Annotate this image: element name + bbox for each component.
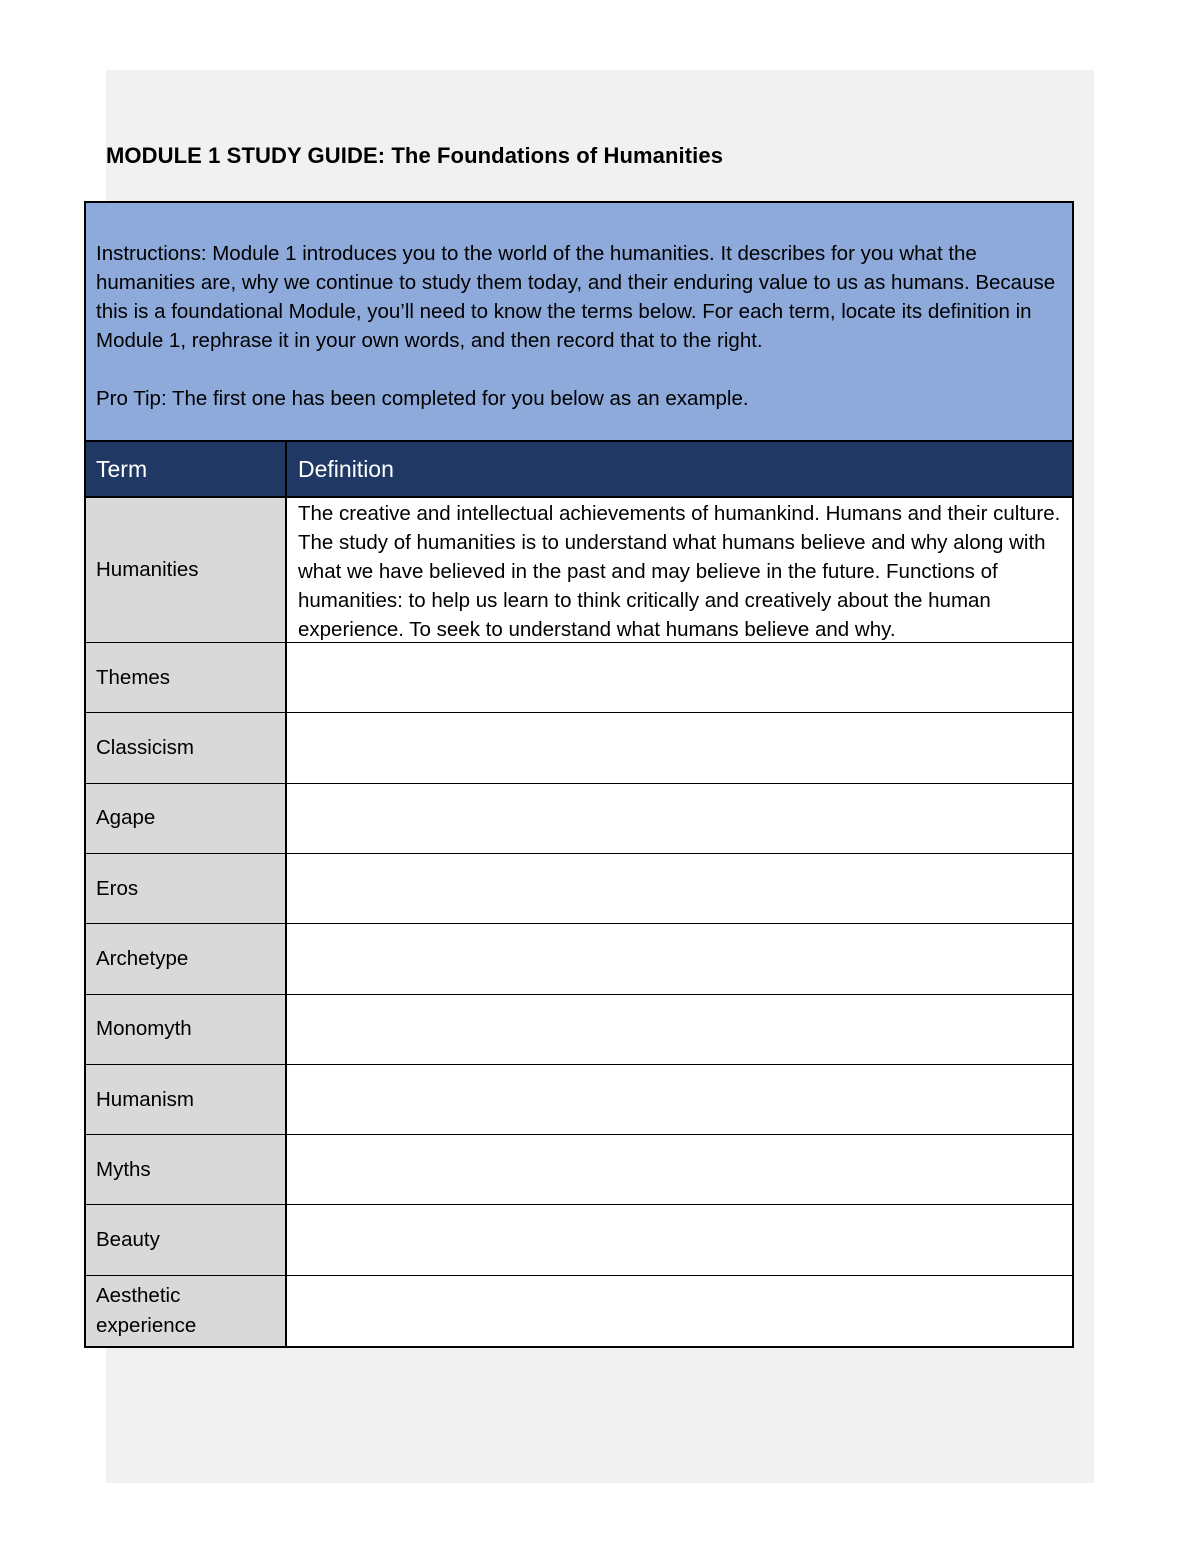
definition-cell[interactable]	[287, 1205, 1072, 1274]
table-row	[86, 854, 1072, 924]
term-cell: Humanities	[86, 498, 287, 642]
table-row	[86, 713, 1072, 783]
table-row	[86, 1205, 1072, 1275]
definition-column-header: Definition	[298, 456, 394, 483]
term-cell: Eros	[86, 854, 287, 923]
table-header-row	[86, 442, 1072, 498]
term-cell: Aesthetic experience	[86, 1276, 287, 1346]
table-row	[86, 1065, 1072, 1135]
definition-cell[interactable]	[287, 924, 1072, 993]
pro-tip-text: Pro Tip: The first one has been completed for you below as an example.	[96, 387, 749, 410]
term-cell: Humanism	[86, 1065, 287, 1134]
term-column-header: Term	[86, 442, 287, 496]
definition-cell[interactable]	[287, 643, 1072, 712]
table-row	[86, 498, 1072, 643]
definition-cell[interactable]	[287, 854, 1072, 923]
table-row	[86, 1135, 1072, 1205]
term-cell: Archetype	[86, 924, 287, 993]
term-cell: Beauty	[86, 1205, 287, 1274]
definition-cell[interactable]	[287, 1276, 1072, 1346]
term-cell: Monomyth	[86, 995, 287, 1064]
definition-cell[interactable]	[287, 713, 1072, 782]
instructions-panel	[86, 203, 1072, 442]
definition-cell[interactable]	[287, 1065, 1072, 1134]
table-row	[86, 924, 1072, 994]
term-cell: Classicism	[86, 713, 287, 782]
page-title: MODULE 1 STUDY GUIDE: The Foundations of Humanities	[106, 143, 724, 168]
definition-cell[interactable]	[287, 784, 1072, 853]
study-guide-table	[84, 201, 1074, 1348]
table-row	[86, 643, 1072, 713]
definition-cell[interactable]	[287, 995, 1072, 1064]
instructions-text: Instructions: Module 1 introduces you to the world of the humanities. It describes for you what the humanities are, why we continue to study them today, and their enduring value to us as humans. Because this is a foundational Module, you’ll need to know the terms below. For each term, locate its definition in Module 1, rephrase it in your own words, and then record that to the right.	[96, 242, 1056, 352]
definition-cell[interactable]: The creative and intellectual achievements of humankind. Humans and their culture. The study of humanities is to understand what humans believe and why along with what we have believed in the past and may believe in the future. Functions of humanities: to help us learn to think critically and creatively about the human experience. To seek to understand what humans believe and why.	[298, 502, 1061, 642]
table-row	[86, 1276, 1072, 1346]
term-cell: Myths	[86, 1135, 287, 1204]
term-cell: Agape	[86, 784, 287, 853]
definition-cell[interactable]	[287, 1135, 1072, 1204]
table-row	[86, 995, 1072, 1065]
term-cell: Themes	[86, 643, 287, 712]
table-row	[86, 784, 1072, 854]
